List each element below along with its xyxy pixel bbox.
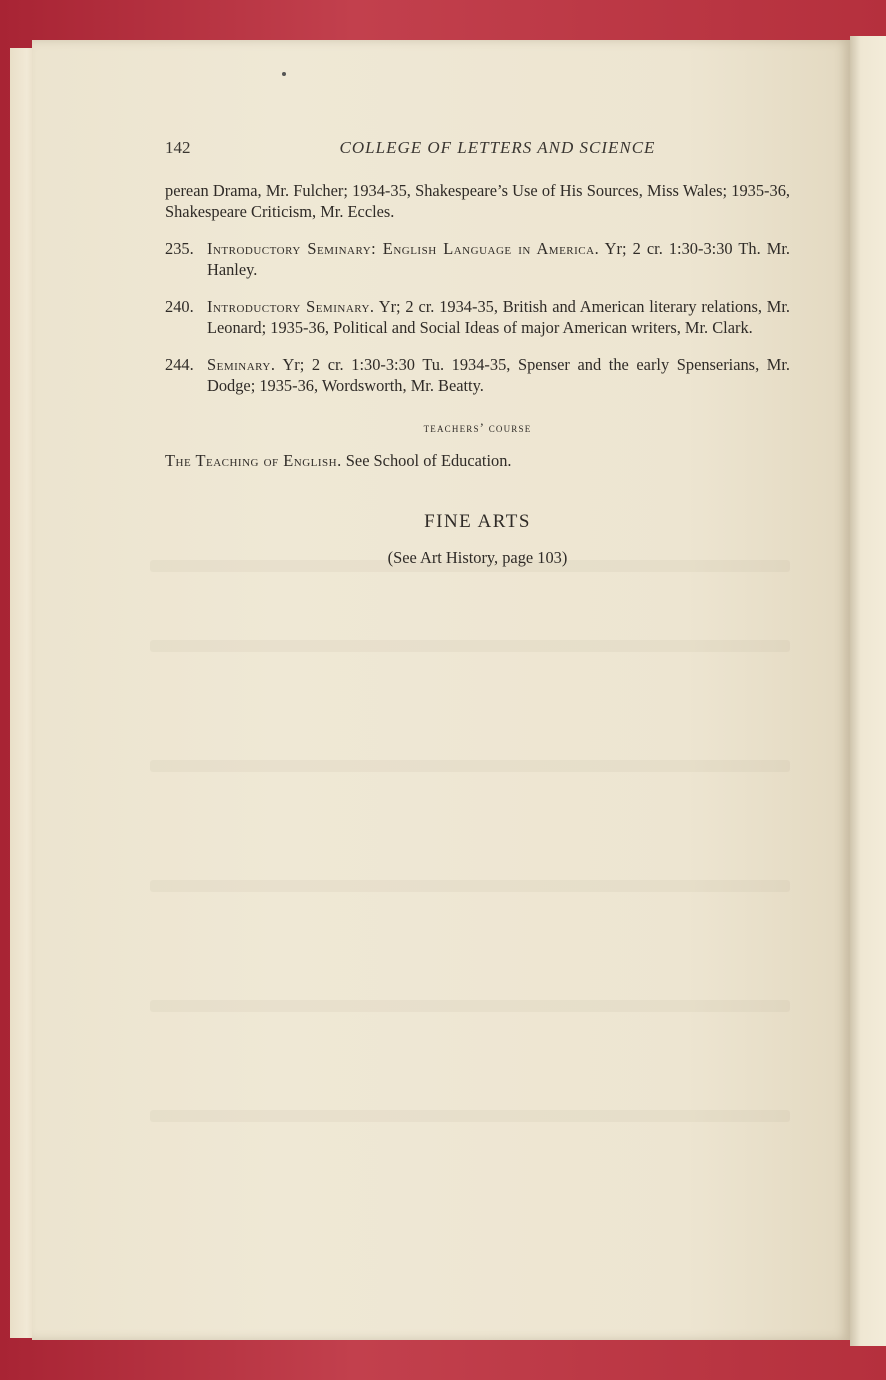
course-details: Yr; 2 cr. 1:30-3:30 Th. Mr. Hanley. bbox=[207, 239, 790, 279]
course-entry-240 bbox=[165, 296, 790, 338]
teachers-course-entry bbox=[165, 450, 790, 471]
running-title: COLLEGE OF LETTERS AND SCIENCE bbox=[339, 138, 656, 157]
course-number: 244. bbox=[165, 355, 194, 374]
show-through bbox=[150, 640, 790, 652]
course-details: Yr; 2 cr. 1:30-3:30 Tu. 1934-35, Spenser and the early Spenserians, Mr. Dodge; 1935-36, Wordsworth, Mr. Beatty. bbox=[207, 355, 790, 395]
ink-speck bbox=[282, 72, 286, 76]
page-body bbox=[165, 180, 790, 568]
show-through bbox=[150, 880, 790, 892]
fine-arts-note: (See Art History, page 103) bbox=[387, 548, 568, 567]
continuation-paragraph: perean Drama, Mr. Fulcher; 1934-35, Shakespeare’s Use of His Sources, Miss Wales; 1935-36, Shakespeare Criticism, Mr. Eccles. bbox=[165, 181, 790, 221]
teachers-course-title: The Teaching of English. bbox=[165, 451, 342, 470]
course-number: 235. bbox=[165, 239, 194, 258]
page-header bbox=[165, 138, 790, 164]
facing-page-edge bbox=[850, 36, 886, 1346]
course-title: Introductory Seminary: English Language in America. bbox=[207, 239, 600, 258]
course-entry-244 bbox=[165, 354, 790, 396]
course-entry-235 bbox=[165, 238, 790, 280]
show-through bbox=[150, 1000, 790, 1012]
course-title: Introductory Seminary. bbox=[207, 297, 375, 316]
teachers-course-text: See School of Education. bbox=[345, 451, 512, 470]
course-details: Yr; 2 cr. 1934-35, British and American literary relations, Mr. Leonard; 1935-36, Political and Social Ideas of major American writers, Mr. Clark. bbox=[207, 297, 790, 337]
fine-arts-heading: FINE ARTS bbox=[424, 511, 531, 532]
show-through bbox=[150, 1110, 790, 1122]
course-number: 240. bbox=[165, 297, 194, 316]
page-number: 142 bbox=[165, 138, 191, 157]
teachers-course-heading: teachers’ course bbox=[423, 420, 532, 435]
show-through bbox=[150, 760, 790, 772]
course-title: Seminary. bbox=[207, 355, 276, 374]
